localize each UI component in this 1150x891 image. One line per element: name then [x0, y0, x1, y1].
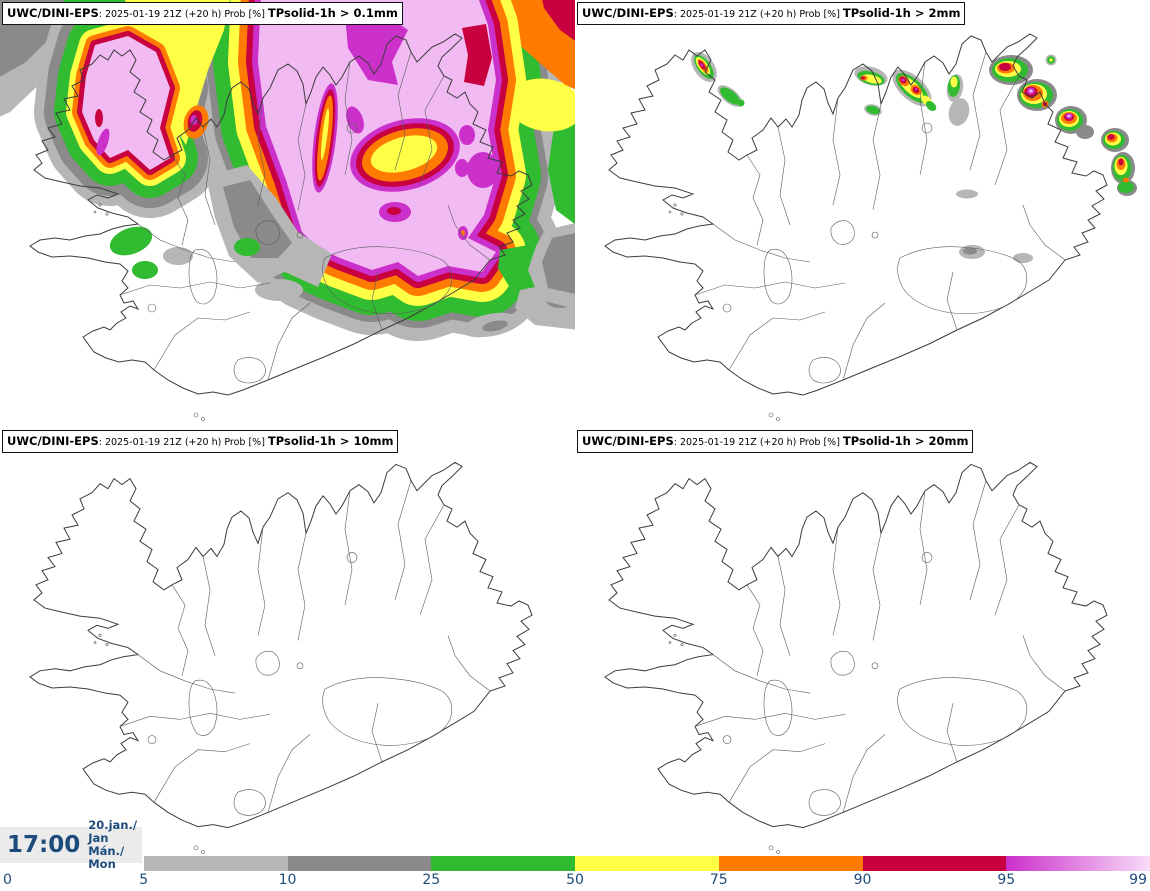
model-name: UWC/DINI-EPS — [582, 434, 674, 448]
run-meta: 2025-01-19 21Z (+20 h) Prob [%] — [104, 437, 268, 448]
run-meta: 2025-01-19 21Z (+20 h) Prob [%] — [679, 9, 843, 20]
panel-tp-0.1mm — [0, 0, 575, 428]
colorbar-tick: 0 — [3, 872, 12, 888]
colorbar-seg-10-25 — [288, 856, 432, 871]
spot-cluster — [714, 81, 746, 111]
iceland-map-prob-20mm — [575, 428, 1150, 861]
panel-title — [2, 2, 403, 25]
title-separator: : — [673, 437, 680, 448]
colorbar-seg-90-95 — [863, 856, 1007, 871]
panel-tp-2mm — [575, 0, 1150, 428]
threshold-label: TPsolid-1h > 0.1mm — [267, 6, 398, 20]
panel-tp-10mm — [0, 428, 575, 861]
model-name: UWC/DINI-EPS — [7, 6, 99, 20]
colorbar-seg-50-75 — [575, 856, 719, 871]
valid-day-line: Mán./ Mon — [88, 844, 125, 871]
colorbar-seg-25-50 — [431, 856, 575, 871]
run-meta: 2025-01-19 21Z (+20 h) Prob [%] — [679, 437, 843, 448]
iceland-map-prob-2mm — [575, 0, 1150, 428]
spot-cluster — [1046, 55, 1057, 66]
colorbar-tick: 50 — [566, 872, 584, 888]
colorbar-tick: 99 — [1129, 872, 1147, 888]
spot-cluster-main — [989, 55, 1094, 139]
valid-time: 17:00 — [7, 832, 81, 858]
colorbar-tick: 10 — [278, 872, 297, 888]
colorbar-seg-95-99 — [1006, 856, 1150, 871]
spot-cluster — [945, 73, 973, 128]
iceland-map-prob-0.1mm — [0, 0, 575, 428]
panel-title — [577, 430, 973, 453]
spot-cluster — [886, 63, 938, 113]
model-name: UWC/DINI-EPS — [7, 434, 99, 448]
threshold-label: TPsolid-1h > 2mm — [842, 6, 961, 20]
colorbar-tick: 90 — [853, 872, 872, 888]
colorbar-seg-5-10 — [144, 856, 288, 871]
panel-title — [577, 2, 965, 25]
prob-spot-clusters-2mm — [686, 47, 1137, 263]
title-separator: : — [673, 9, 680, 20]
panel-title — [2, 430, 398, 453]
run-meta: 2025-01-19 21Z (+20 h) Prob [%] — [104, 9, 268, 20]
colorbar-tick: 25 — [422, 872, 441, 888]
colorbar-tick: 5 — [139, 872, 149, 888]
spot-cluster — [686, 47, 722, 86]
colorbar-tick: 75 — [709, 872, 728, 888]
colorbar-seg-75-90 — [719, 856, 863, 871]
model-name: UWC/DINI-EPS — [582, 6, 674, 20]
threshold-label: TPsolid-1h > 10mm — [267, 434, 394, 448]
panel-tp-20mm — [575, 428, 1150, 861]
title-separator: : — [98, 9, 105, 20]
spot-cluster — [852, 63, 890, 118]
colorbar-ticks — [0, 872, 1150, 890]
colorbar-seg-0-5 — [0, 856, 144, 871]
title-separator: : — [98, 437, 105, 448]
threshold-label: TPsolid-1h > 20mm — [842, 434, 969, 448]
probability-colorbar — [0, 856, 1150, 871]
colorbar-tick: 95 — [997, 872, 1016, 888]
iceland-map-prob-10mm — [0, 428, 575, 861]
prob-contours-0.1mm — [0, 0, 575, 342]
valid-date-line: 20.jan./ Jan — [88, 818, 138, 845]
